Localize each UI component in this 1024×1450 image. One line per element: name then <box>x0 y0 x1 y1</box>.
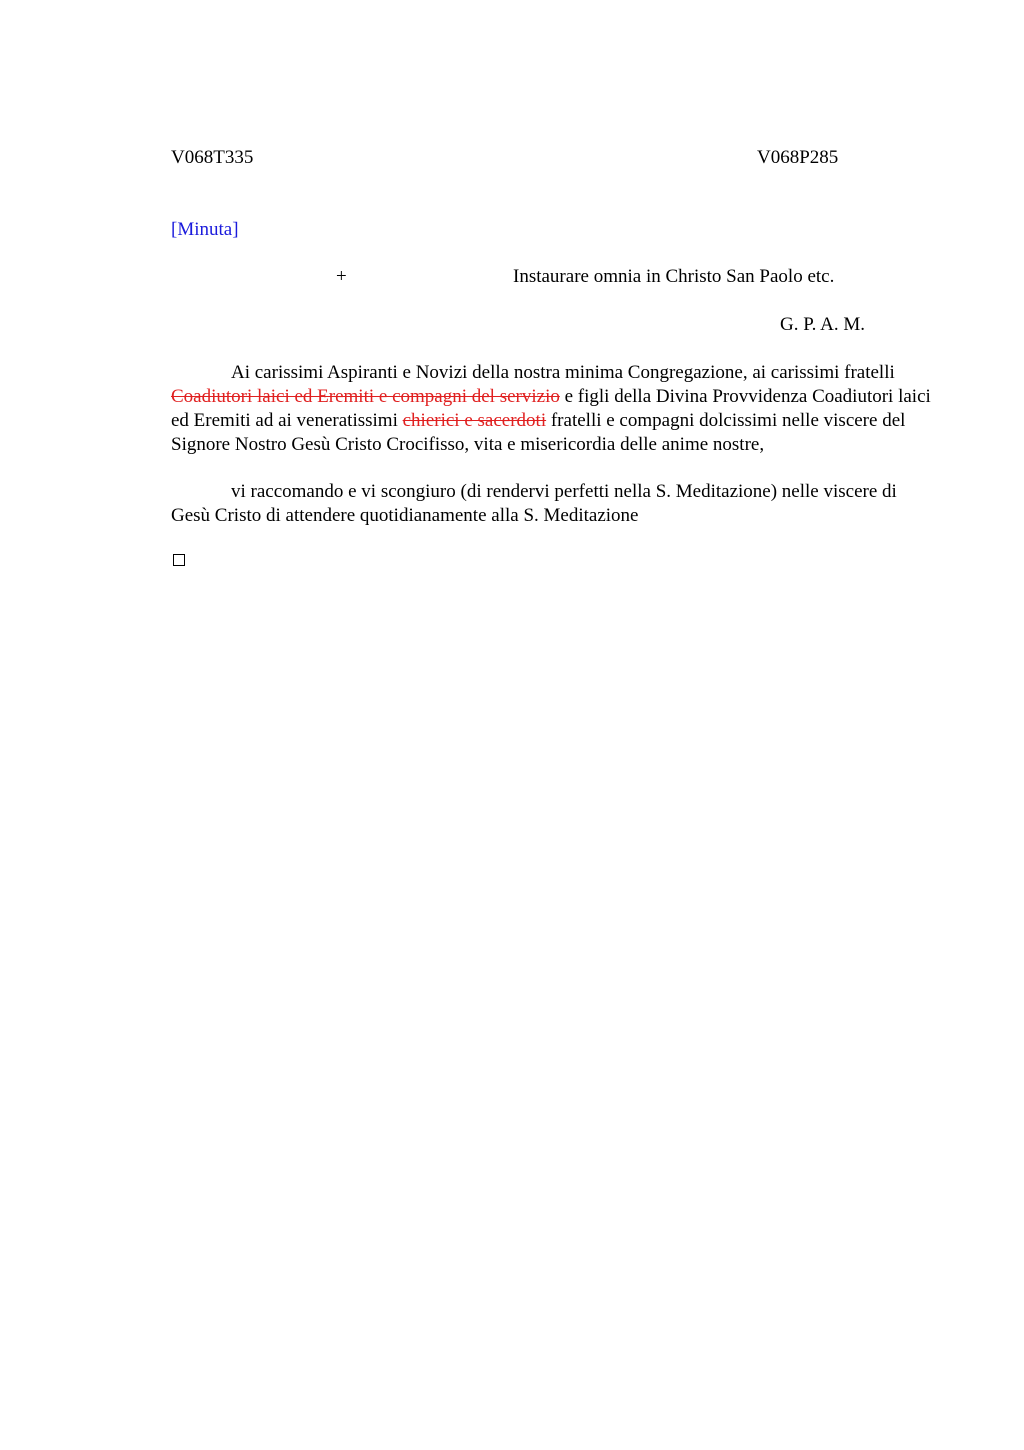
salutation-text-2: e figli della Divina Provvidenza Coadiutori laici ed Eremiti ad ai veneratissimi <box>171 386 931 431</box>
empty-square-icon <box>173 554 185 566</box>
motto-line: Instaurare omnia in Christo San Paolo etc. <box>513 266 835 287</box>
deleted-text-1: Coadiutori laici ed Eremiti e compagni del servizio <box>171 386 560 407</box>
salutation-text-3: fratelli e compagni dolcissimi nelle viscere del Signore Nostro Gesù Cristo Crocifisso, vita e misericordia delle anime nostre, <box>171 410 906 455</box>
deleted-text-2: chierici e sacerdoti <box>402 410 547 431</box>
exhortation-paragraph <box>171 480 931 528</box>
initials-line: G. P. A. M. <box>780 314 865 335</box>
salutation-text-1: Ai carissimi Aspiranti e Novizi della nostra minima Congregazione, ai carissimi fratelli <box>231 362 895 383</box>
minuta-note: [Minuta] <box>171 219 239 240</box>
cross-symbol: + <box>336 266 347 287</box>
exhortation-text: vi raccomando e vi scongiuro (di rendervi perfetti nella S. Meditazione) nelle viscere di Gesù Cristo di attendere quotidianamente alla S. Meditazione <box>171 481 897 526</box>
document-code-left: V068T335 <box>171 147 254 168</box>
document-code-right: V068P285 <box>757 147 839 168</box>
salutation-paragraph <box>171 361 931 457</box>
